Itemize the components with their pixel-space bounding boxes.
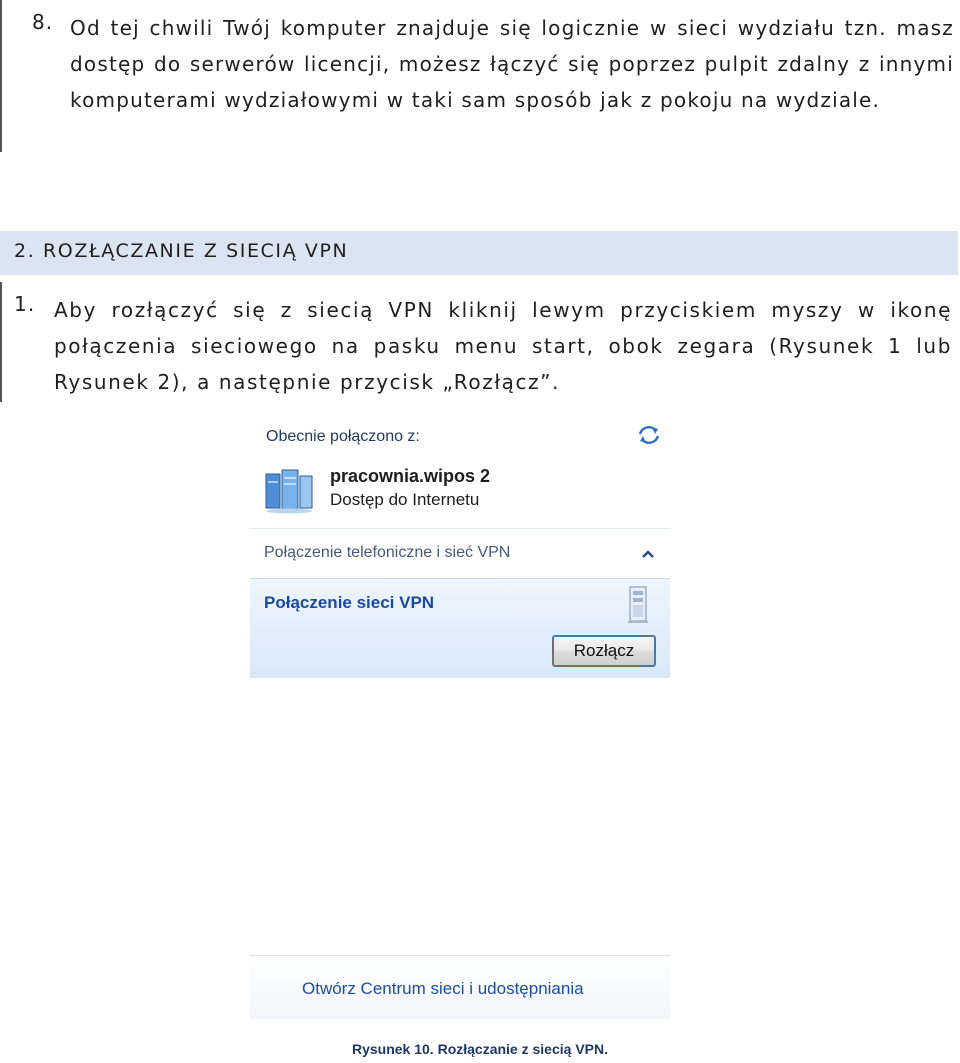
step-8-block: [0, 0, 960, 152]
figure-caption: Rysunek 10. Rozłączanie z siecią VPN.: [351, 1041, 608, 1057]
vpn-connection-icon: [626, 585, 650, 625]
step-8-number: 8.: [32, 10, 54, 34]
network-server-icon: [264, 466, 314, 514]
refresh-icon[interactable]: [636, 422, 662, 448]
connected-network[interactable]: [264, 462, 664, 518]
open-network-center-link[interactable]: Otwórz Centrum sieci i udostępniania: [302, 979, 584, 998]
dialup-vpn-section-label[interactable]: Połączenie telefoniczne i sieć VPN: [264, 544, 511, 561]
network-name: pracownia.wipos 2: [330, 466, 491, 486]
network-status: Dostęp do Internetu: [330, 490, 480, 509]
section-header: [0, 231, 958, 275]
connected-label: Obecnie połączono z:: [266, 428, 420, 445]
link-panel-divider: [250, 955, 670, 956]
popup-divider: [250, 528, 670, 529]
vpn-connection-item[interactable]: [250, 578, 670, 678]
step-8-text: Od tej chwili Twój komputer znajduje się logicznie w sieci wydziału tzn. masz dostęp do serwerów licencji, możesz łączyć się poprzez pulpit zdalny z innymi komputerami wydziałowymi w taki sam sposób jak z pokoju na wydziale.: [70, 16, 954, 112]
step-1-number: 1.: [14, 292, 36, 316]
vpn-connection-name: Połączenie sieci VPN: [264, 593, 435, 612]
step-1-block: [0, 282, 960, 402]
open-network-center-panel: [250, 955, 670, 1019]
section-title: 2. ROZŁĄCZANIE Z SIECIĄ VPN: [14, 240, 349, 262]
disconnect-button[interactable]: Rozłącz: [552, 635, 656, 667]
step-1-text: Aby rozłączyć się z siecią VPN kliknij lewym przyciskiem myszy w ikonę połączenia sieciowego na pasku menu start, obok zegara (Rysunek 1 lub Rysunek 2), a następnie przycisk „Rozłącz”.: [54, 298, 952, 394]
chevron-up-icon[interactable]: [641, 548, 655, 560]
network-popup: [250, 420, 670, 678]
